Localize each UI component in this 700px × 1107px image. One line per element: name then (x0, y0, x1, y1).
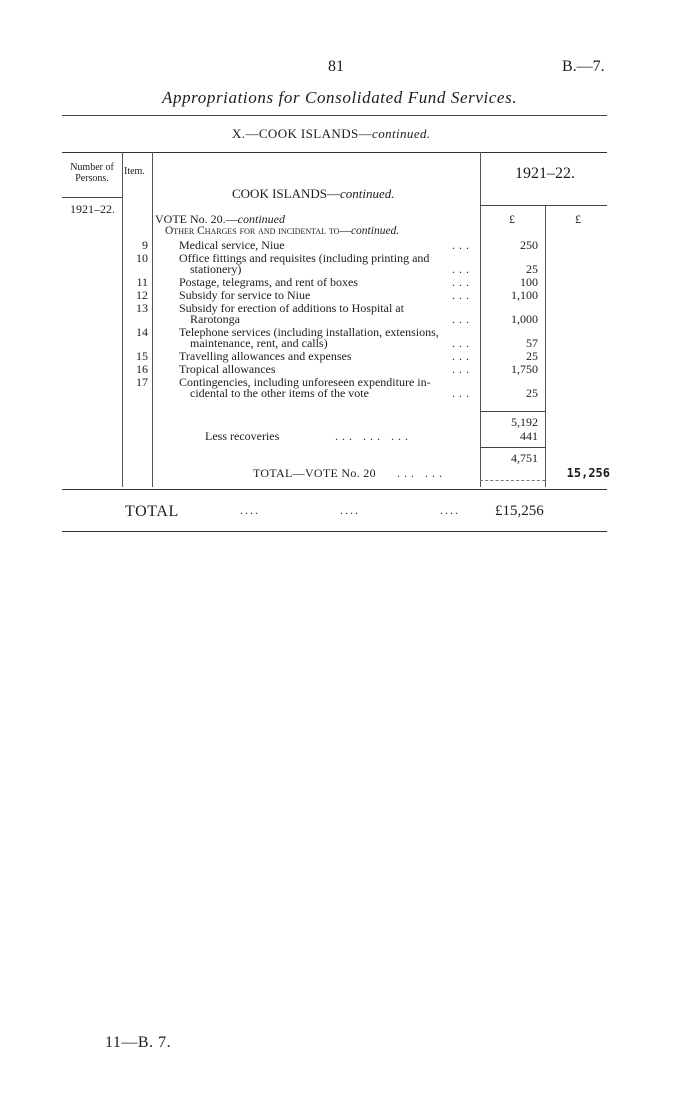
persons-heading-rule (62, 197, 122, 198)
vote-total-amount: 15,256 (566, 466, 610, 480)
column-divider-persons (122, 152, 123, 487)
item-number: 13 (136, 300, 148, 315)
table-top-rule (62, 152, 607, 153)
leader-dots: ... (452, 386, 473, 401)
item-number: 14 (136, 325, 148, 340)
item-amount: 1,000 (511, 312, 538, 327)
item-description: Rarotonga (190, 312, 240, 327)
section-title-continued: continued. (372, 126, 431, 141)
subheading-text: Other Charges for and incidental to— (165, 225, 351, 237)
table-bottom-rule (62, 489, 607, 490)
subject-heading-continued: continued. (339, 186, 395, 201)
item-number: 11 (136, 275, 148, 290)
item-amount: 250 (520, 238, 538, 252)
subtotal-amount: 5,192 (511, 415, 538, 429)
item-amount: 25 (526, 349, 538, 364)
vote-total-underline (480, 480, 545, 481)
vote-heading-text: VOTE No. 20.— (155, 212, 238, 226)
section-title-text: X.—COOK ISLANDS— (232, 126, 373, 141)
vote-heading-continued: continued (237, 212, 285, 226)
item-description: Medical service, Niue (179, 238, 285, 252)
column-heading-year: 1921–22. (515, 165, 575, 182)
item-description: maintenance, rent, and calls) (190, 336, 328, 351)
recoveries-amount: 441 (520, 429, 538, 443)
item-description: Subsidy for service to Niue (179, 288, 311, 302)
item-description: Tropical allowances (179, 362, 276, 377)
item-number: 16 (136, 362, 148, 377)
item-description: Travelling allowances and expenses (179, 349, 352, 364)
subheading-continued: continued. (350, 225, 400, 237)
amount-heading-rule (480, 205, 607, 206)
leader-dots: ... (452, 362, 473, 377)
leader-dots: ... (452, 349, 473, 364)
leader-dots: ... (452, 238, 473, 252)
column-divider-total (545, 205, 546, 487)
page-title: Appropriations for Consolidated Fund Services. (162, 88, 518, 107)
column-divider-item (152, 152, 153, 487)
item-amount: 1,100 (511, 288, 538, 302)
grand-total-leader: .... .... .... (240, 503, 460, 517)
less-recoveries-leader: ... ... ... (335, 429, 412, 443)
net-rule (480, 447, 545, 448)
subject-heading (232, 186, 395, 202)
section-title (232, 126, 431, 142)
item-number: 15 (136, 349, 148, 364)
item-description: Office fittings and requisites (including printing and (179, 250, 430, 265)
pound-symbol-total: £ (575, 212, 581, 226)
item-amount: 25 (526, 386, 538, 401)
net-amount: 4,751 (511, 451, 538, 465)
item-number: 17 (136, 375, 148, 390)
document-reference: B.—7. (562, 58, 605, 75)
leader-dots: ... (452, 312, 473, 327)
item-description: cidental to the other items of the vote (190, 386, 369, 401)
title-rule (62, 115, 607, 116)
item-amount: 57 (526, 336, 538, 351)
page-number: 81 (328, 58, 344, 75)
subtotal-rule (480, 411, 545, 412)
leader-dots: ... (452, 288, 473, 302)
pound-symbol-amount: £ (509, 212, 515, 226)
leader-dots: ... (452, 262, 473, 277)
vote-total-label: TOTAL—VOTE No. 20 (253, 466, 376, 480)
item-number: 12 (136, 288, 148, 302)
grand-total-amount: £15,256 (495, 503, 544, 519)
item-amount: 100 (520, 275, 538, 290)
column-heading-item: Item. (124, 166, 145, 177)
leader-dots: ... (452, 275, 473, 290)
item-description: Contingencies, including unforeseen expenditure in- (179, 375, 431, 390)
subheading (165, 225, 399, 237)
vote-total-leader: ... ... (397, 466, 446, 480)
grand-total-label: TOTAL (125, 503, 179, 520)
item-description: Postage, telegrams, and rent of boxes (179, 275, 358, 290)
column-heading-number-of-persons: Number of Persons. (70, 162, 114, 184)
item-description: Telephone services (including installation, extensions, (179, 325, 439, 340)
item-amount: 1,750 (511, 362, 538, 377)
subject-heading-text: COOK ISLANDS— (232, 186, 340, 201)
item-description: Subsidy for erection of additions to Hospital at (179, 300, 404, 315)
item-number: 9 (142, 238, 148, 252)
item-amount: 25 (526, 262, 538, 277)
signature-mark: 11—B. 7. (105, 1034, 172, 1051)
grand-total-rule (62, 531, 607, 532)
item-description: stationery) (190, 262, 242, 277)
leader-dots: ... (452, 336, 473, 351)
less-recoveries-label: Less recoveries (205, 429, 280, 443)
item-number: 10 (136, 250, 148, 265)
persons-year: 1921–22. (70, 202, 115, 216)
